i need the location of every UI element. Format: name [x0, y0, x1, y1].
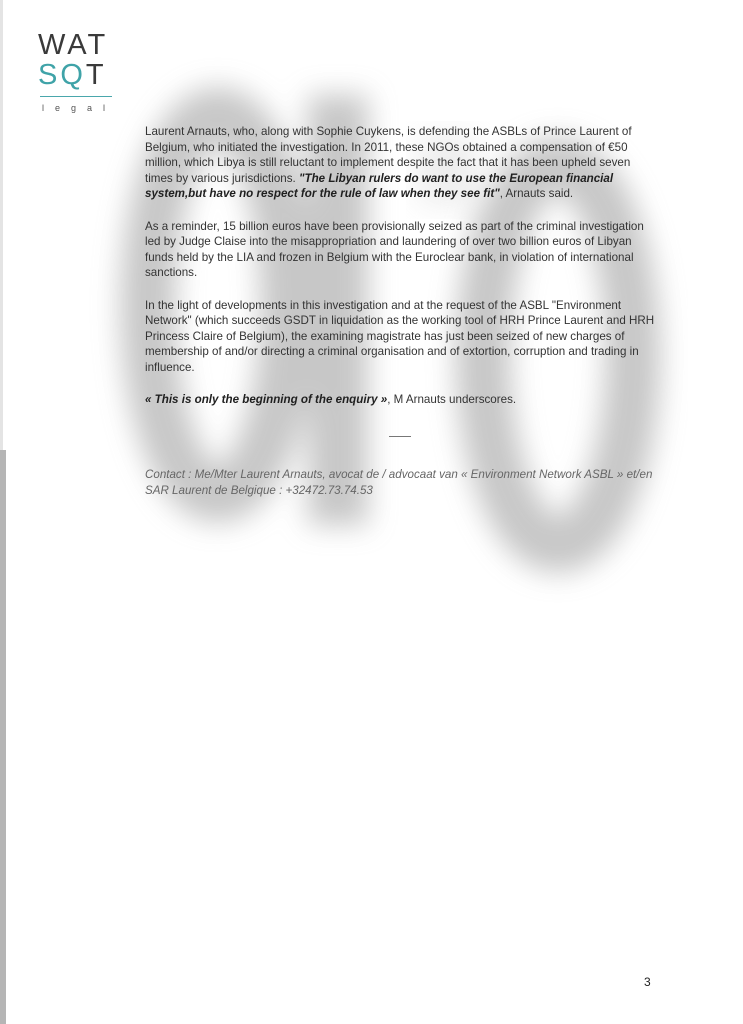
paragraph-3: In the light of developments in this investigation and at the request of the ASBL "Environment Network" (which succeeds GSDT in liquidation as the working tool of HRH Prince Laurent and HRH Princess Claire of Belgium), the examining magistrate has just been seized of new charges of membership of and/or directing a criminal organisation and of extortion, corruption and trading in influence. — [145, 298, 655, 374]
page-edge-shadow — [0, 0, 3, 450]
paragraph-1-text: Laurent Arnauts, who, along with Sophie Cuykens, is defending the ASBLs of Prince Laurent of Belgium, who initiated the investigation. In 2011, these NGOs obtained a compensation of €50 million, which Libya is still reluctant to implement despite the fact that it has been upheld seven times by various jurisdictions. — [145, 125, 632, 185]
firm-logo — [38, 30, 118, 113]
paragraph-1-end: , Arnauts said. — [499, 187, 574, 200]
paragraph-2: As a reminder, 15 billion euros have been provisionally seized as part of the criminal investigation led by Judge Claise into the misappropriation and laundering of over two billion euros of Libyan funds held by the LIA and frozen in Belgium with the Euroclear bank, in violation of international sanctions. — [145, 219, 644, 279]
logo-line-2 — [38, 60, 118, 90]
page-number: 3 — [644, 975, 651, 989]
logo-tagline: legal — [42, 103, 117, 113]
paragraph-1 — [145, 124, 655, 202]
contact-info: Contact : Me/Mter Laurent Arnauts, avocat de / advocaat van « Environment Network ASBL » et/en SAR Laurent de Belgique : +32472.73.74.53 — [145, 467, 653, 497]
page-edge-shadow-lower — [0, 450, 6, 1024]
paragraph-4 — [145, 392, 655, 408]
logo-line-2-accent: SQ — [38, 59, 86, 91]
document-body — [145, 124, 655, 499]
paragraph-4-end: , M Arnauts underscores. — [387, 393, 517, 406]
quote-libyan-rulers: "The Libyan rulers do want to use the European financial system,but have no respect for the rule of law when they see fit" — [145, 171, 614, 200]
logo-line-2-end: T — [85, 59, 107, 91]
section-divider — [389, 436, 411, 437]
quote-beginning-enquiry: « This is only the beginning of the enquiry » — [145, 393, 388, 406]
logo-line-1: WAT — [38, 29, 109, 61]
logo-rule — [40, 96, 112, 97]
